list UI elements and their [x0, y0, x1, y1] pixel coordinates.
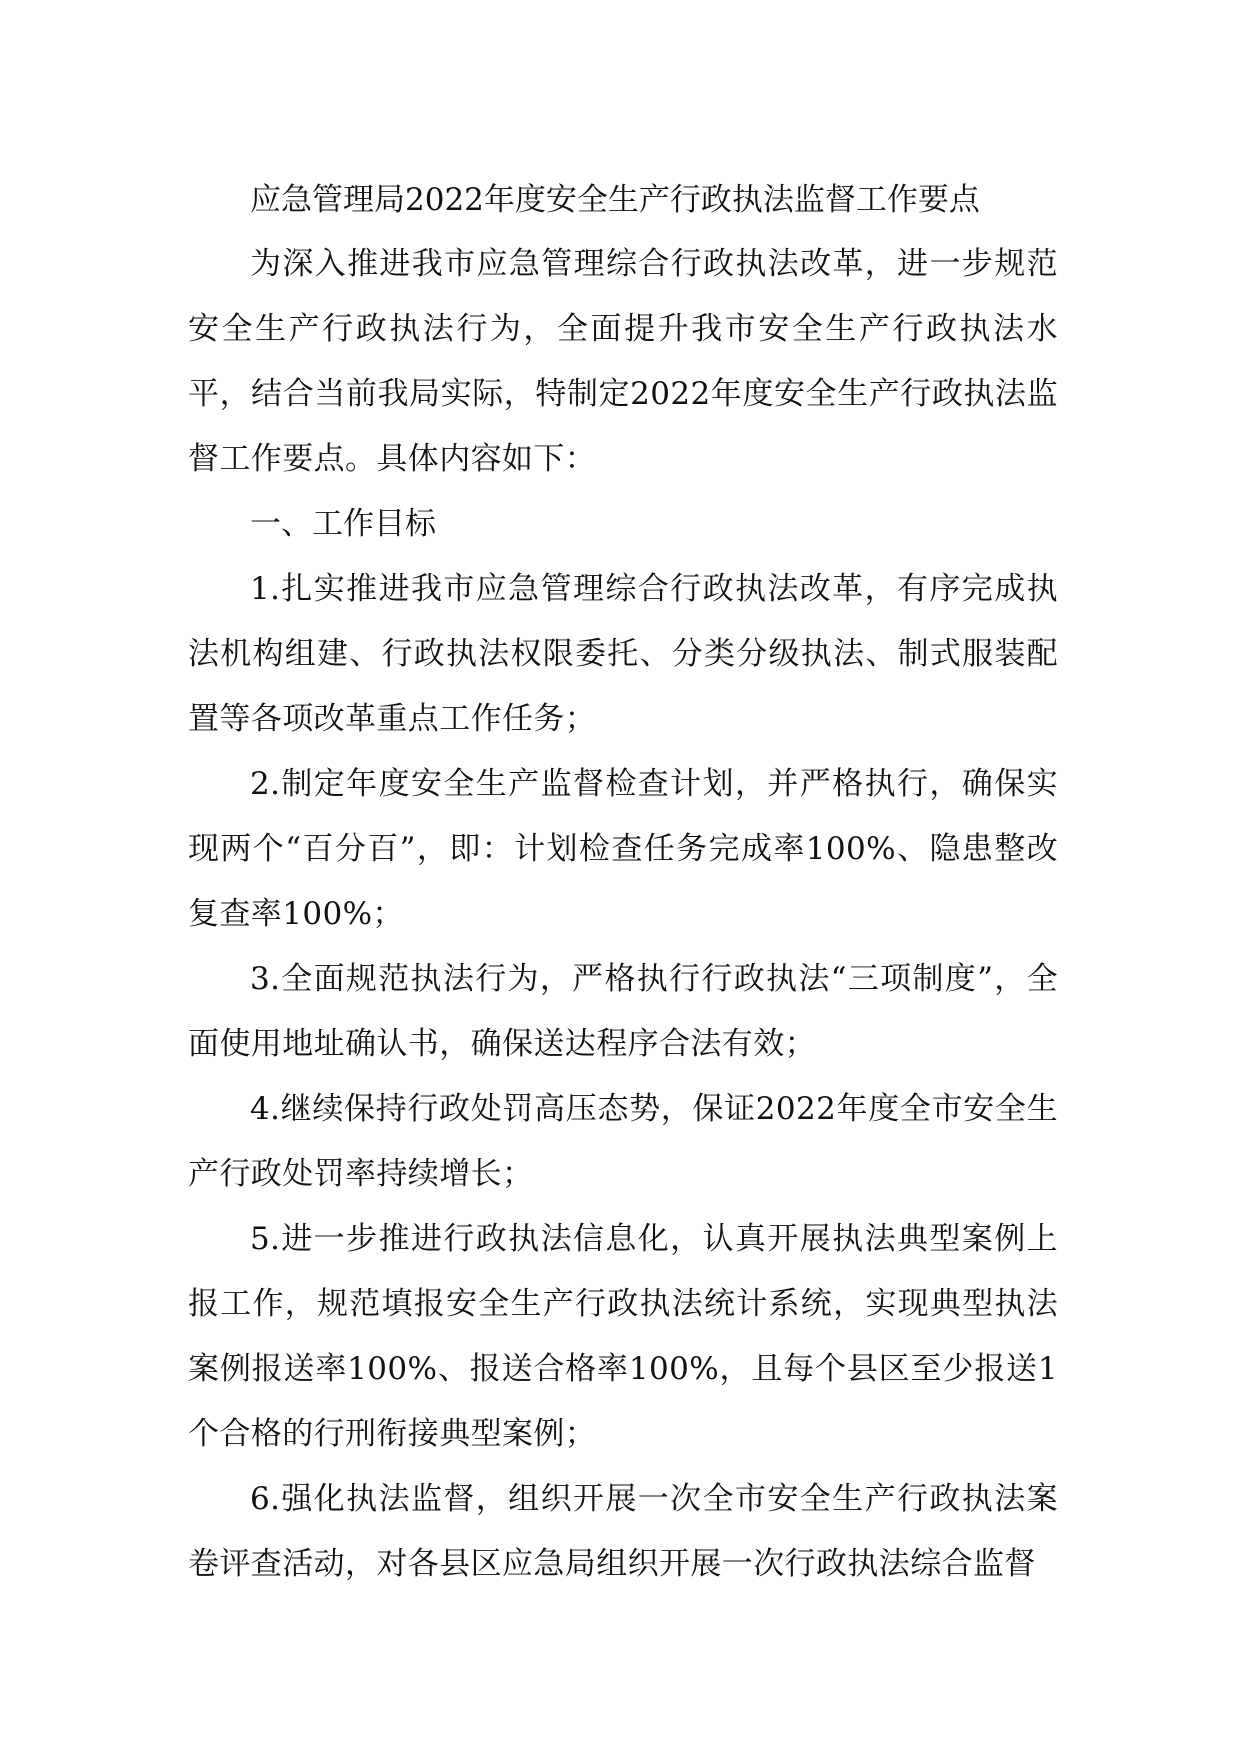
goal-item-6: 6.强化执法监督，组织开展一次全市安全生产行政执法案卷评查活动，对各县区应急局组织开展一次行政执法综合监督: [188, 1481, 1058, 1582]
section-heading-goals: 一、工作目标: [250, 506, 436, 542]
goal-item-4: 4.继续保持行政处罚高压态势，保证2022年度全市安全生产行政处罚率持续增长；: [188, 1091, 1058, 1192]
document-body: [188, 168, 1058, 1597]
goal-item-5: 5.进一步推进行政执法信息化，认真开展执法典型案例上报工作，规范填报安全生产行政执法统计系统，实现典型执法案例报送率100%、报送合格率100%，且每个县区至少报送1个合格的行刑衔接典型案例；: [188, 1221, 1058, 1452]
goal-item-2: 2.制定年度安全生产监督检查计划，并严格执行，确保实现两个“百分百”，即：计划检查任务完成率100%、隐患整改复查率100%；: [188, 766, 1058, 932]
goal-item-1: 1.扎实推进我市应急管理综合行政执法改革，有序完成执法机构组建、行政执法权限委托、分类分级执法、制式服装配置等各项改革重点工作任务；: [188, 571, 1058, 737]
goal-item-3: 3.全面规范执法行为，严格执行行政执法“三项制度”，全面使用地址确认书，确保送达程序合法有效；: [188, 961, 1058, 1062]
document-title: 应急管理局2022年度安全生产行政执法监督工作要点: [250, 182, 980, 218]
intro-paragraph: 为深入推进我市应急管理综合行政执法改革，进一步规范安全生产行政执法行为，全面提升我市安全生产行政执法水平，结合当前我局实际，特制定2022年度安全生产行政执法监督工作要点。具体内容如下：: [188, 246, 1058, 477]
